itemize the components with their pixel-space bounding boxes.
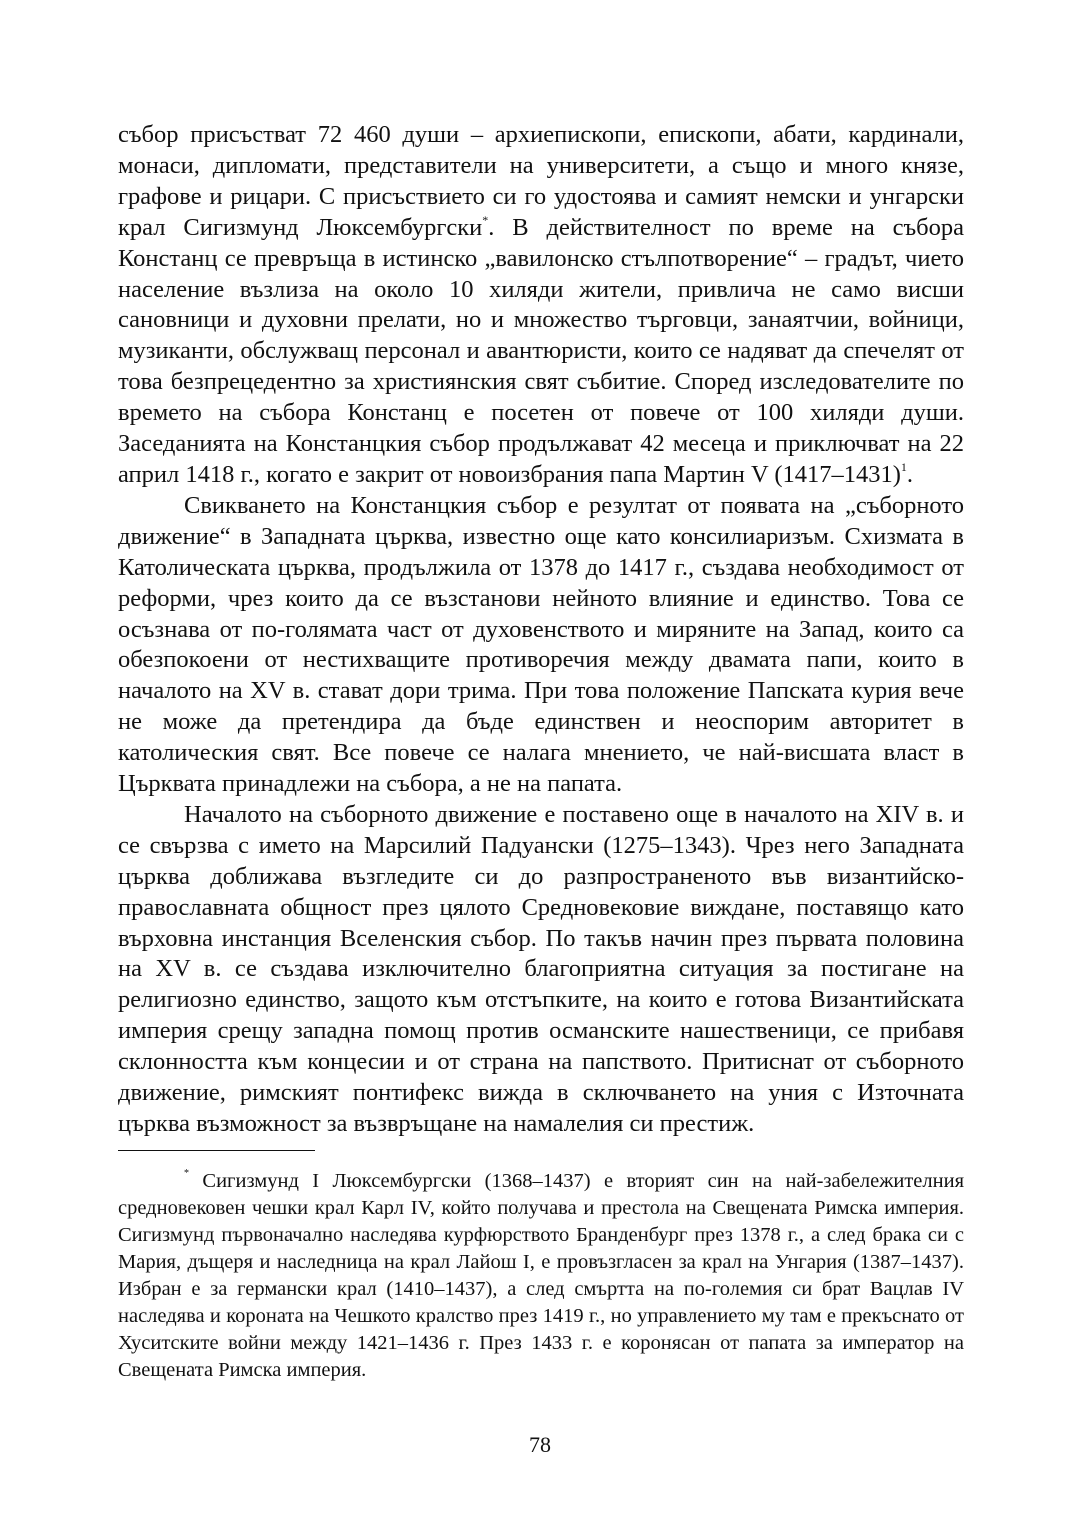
paragraph-1-text: събор присъстват 72 460 души – архиепископи, епископи, абати, кардинали, монаси, дипломати, представители на университети, а също и много князе, графове и рицари. С присъствието си го удостоява и самият немски и унгарски крал Сигизмунд Люксембургски [118, 121, 964, 241]
paragraph-3: Началото на съборното движение е поставено още в началото на XIV в. и се свързва с името на Марсилий Падуански (1275–1343). Чрез него Западната църква доближава възгледите си до разпространеното във византийско-православната общност през цялото Средновековие виждане, поставящо като върховна инстанция Вселенския събор. По такъв начин през първата половина на XV в. се създава изключително благоприятна ситуация за постигане на религиозно единство, защото към отстъпките, на които е готова Византийската империя срещу западна помощ против османските нашественици, се прибавя склонността към концесии и от страна на папството. Притиснат от съборното движение, римският понтифекс вижда в сключването на уния с Източната църква възможност за възвръщане на намалелия си престиж. [118, 800, 964, 1137]
footnote [118, 1168, 964, 1384]
paragraph-1-end: . [906, 460, 914, 488]
paragraph-2: Свикването на Констанцкия събор е резултат от появата на „съборното движение“ в Западната църква, известно още като консилиаризъм. Схизмата в Католическата църква, продължила от 1378 до 1417 г., създава необходимост от реформи, чрез които да се възстанови нейното влияние и единство. Това се осъзнава от по-голямата част от духовенството и миряните на Запад, които са обезпокоени от нестихващите противоречия между двамата папи, които в началото на XV в. стават дори трима. При това положение Папската курия вече не може да претендира да бъде единствен и неоспорим авторитет в католическия свят. Все повече се налага мнението, че най-висшата власт в Църквата принадлежи на събора, а не на папата. [118, 491, 964, 798]
footnote-reference-asterisk[interactable]: * [482, 212, 489, 227]
footnote-reference-1[interactable]: 1 [900, 459, 907, 474]
paragraph-1-text-cont: . В действителност по време на събора Констанц се превръща в истинско „вавилонско стълпотворение“ – градът, чието население възлиза на около 10 хиляди жители, привлича не само висши сановници и духовни прелати, но и множество търговци, занаятчии, войници, музиканти, обслужващ персонал и авантюристи, които се надяват да спечелят от това безпрецедентно за християнския свят събитие. Според изследователите по времето на събора Констанц е посетен от повече от 100 хиляди души. Заседанията на Констанцкия събор продължават 42 месеца и приключват на 22 април 1418 г., когато е закрит от новоизбрания папа Мартин V (1417–1431) [118, 213, 964, 488]
footnote-separator [118, 1150, 315, 1151]
footnote-marker: * [184, 1168, 189, 1180]
page-number: 78 [529, 1432, 551, 1457]
main-text [118, 120, 964, 1140]
paragraph-1 [118, 120, 964, 491]
footnote-text: Сигизмунд I Люксембургски (1368–1437) е вторият син на най-забележителния средновековен чешки крал Карл IV, който получава и престола на Свещената Римска империя. Сигизмунд първоначално наследява курфюрството Бранденбург през 1378 г., а след брака си с Мария, дъщеря и наследница на крал Лайош I, е провъзгласен за крал на Унгария (1387–1437). Избран е за германски крал (1410–1437), а след смъртта на по-големия си брат Вацлав IV наследява и короната на Чешкото кралство през 1419 г., но управлението му там е прекъснато от Хуситските войни между 1421–1436 г. През 1433 г. е коронясан от папата за император на Свещената Римска империя. [118, 1170, 964, 1381]
